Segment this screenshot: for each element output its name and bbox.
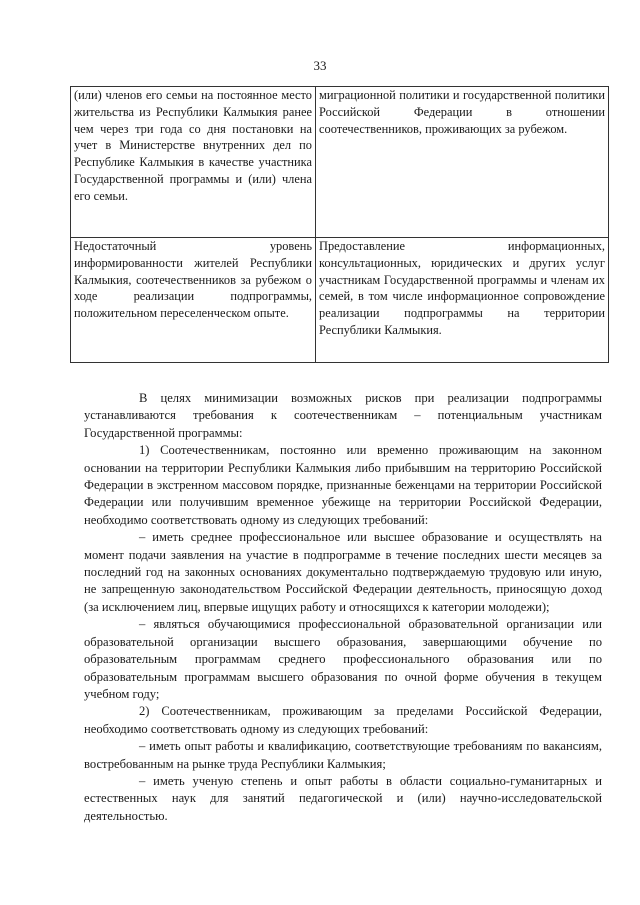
requirement-1-item-students: – являться обучающимися профессиональной образовательной организации или образовательной организации высшего образования, завершающими обучение по образовательным программам среднего профессионального образования или по образовательным программам высшего образования по очной форме обучения в текущем учебном году; — [84, 617, 602, 701]
requirements-text — [84, 390, 602, 825]
requirement-1-item-education: – иметь среднее профессиональное или высшее образование и осуществлять на момент подачи заявления на участие в подпрограмме в течение последних шести месяцев за последний год на законных основаниях документально подтверждаемую трудовую или иную, не запрещенную законодательством Российской Федерации деятельность, приносящую доход (за исключением лиц, впервые ищущих работу и относящихся к категории молодежи); — [84, 530, 602, 614]
page-number: 33 — [313, 58, 327, 73]
table-row — [71, 87, 609, 238]
table-row — [71, 238, 609, 363]
risk-cell: (или) членов его семьи на постоянное место жительства из Республики Калмыкия ранее чем через три года со дня постановки на учет в Министерстве внутренних дел по Республике Калмыкия в качестве участника Государственной программы и (или) члена его семьи. — [71, 87, 316, 238]
intro-paragraph: В целях минимизации возможных рисков при реализации подпрограммы устанавливаются требования к соотечественникам – потенциальным участникам Государственной программы: — [84, 391, 602, 440]
measure-cell: Предоставление информационных, консультационных, юридических и других услуг участникам Государственной программы и членам их семей, в том числе информационное сопровождение реализации подпрограммы на территории Республики Калмыкия. — [316, 238, 609, 363]
requirement-2-item-degree: – иметь ученую степень и опыт работы в области социально-гуманитарных и естественных наук для занятий педагогической и (или) научно-исследовательской деятельностью. — [84, 773, 602, 823]
requirement-2-item-experience: – иметь опыт работы и квалификацию, соответствующие требованиям по вакансиям, востребованным на рынке труда Республики Калмыкия; — [84, 739, 602, 771]
risk-cell: Недостаточный уровень информированности жителей Республики Калмыкия, соотечественников за рубежом о ходе реализации подпрограммы, положительном переселенческом опыте. — [71, 238, 316, 363]
requirement-1-paragraph: 1) Соотечественникам, постоянно или временно проживающим на законном основании на территории Республики Калмыкия либо прибывшим на территорию Российской Федерации в экстренном массовом порядке, признанные беженцами на территории Российской Федерации или получившим временное убежище на территории Российской Федерации, необходимо соответствовать одному из следующих требований: — [84, 443, 602, 527]
risk-measures-table — [70, 86, 609, 363]
requirement-2-paragraph: 2) Соотечественникам, проживающим за пределами Российской Федерации, необходимо соответствовать одному из следующих требований: — [84, 704, 602, 736]
measure-cell: миграционной политики и государственной политики Российской Федерации в отношении соотечественников, проживающих за рубежом. — [316, 87, 609, 238]
